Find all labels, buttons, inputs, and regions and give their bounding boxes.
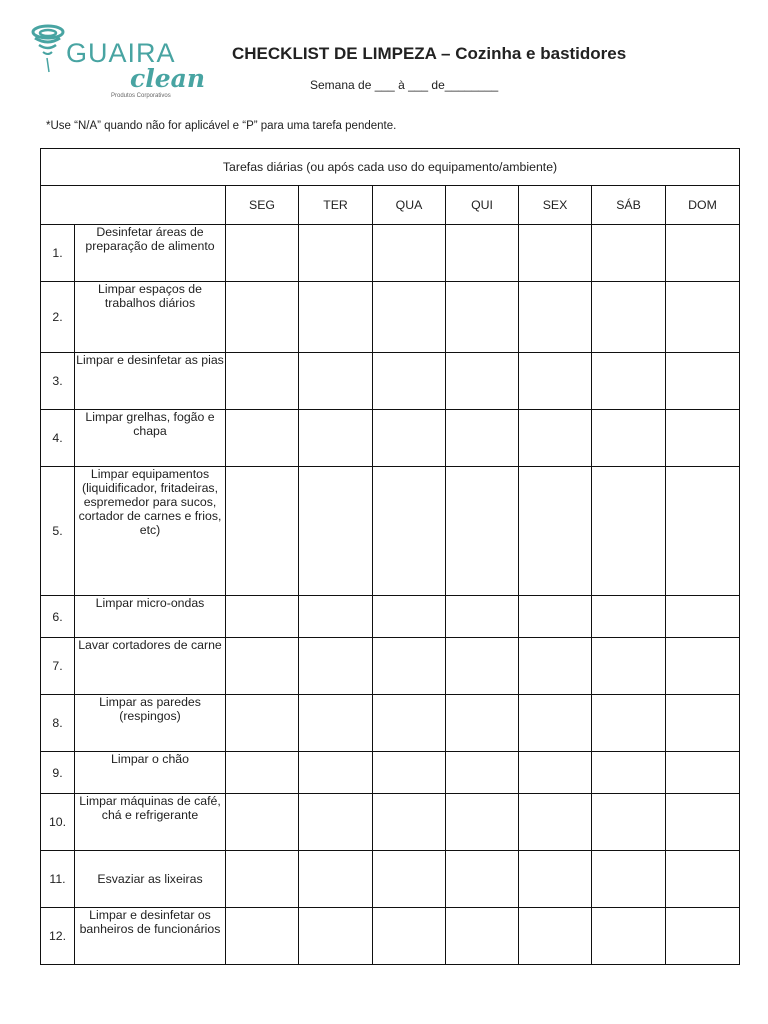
check-cell[interactable] [299, 695, 373, 752]
task-label: Limpar as paredes (respingos) [75, 695, 226, 752]
day-header-sex: SEX [519, 186, 592, 225]
check-cell[interactable] [519, 225, 592, 282]
check-cell[interactable] [226, 410, 299, 467]
check-cell[interactable] [226, 282, 299, 353]
check-cell[interactable] [226, 851, 299, 908]
day-header-seg: SEG [226, 186, 299, 225]
task-row [41, 851, 740, 908]
check-cell[interactable] [592, 467, 666, 596]
check-cell[interactable] [592, 225, 666, 282]
check-cell[interactable] [373, 467, 446, 596]
task-label: Limpar e desinfetar as pias [75, 353, 226, 410]
task-label: Limpar espaços de trabalhos diários [75, 282, 226, 353]
check-cell[interactable] [666, 353, 740, 410]
check-cell[interactable] [373, 282, 446, 353]
usage-note: *Use “N/A” quando não for aplicável e “P” para uma tarefa pendente. [46, 120, 397, 132]
company-logo [30, 24, 205, 104]
task-row [41, 596, 740, 638]
check-cell[interactable] [226, 908, 299, 965]
check-cell[interactable] [299, 410, 373, 467]
task-row [41, 282, 740, 353]
check-cell[interactable] [666, 282, 740, 353]
check-cell[interactable] [446, 638, 519, 695]
check-cell[interactable] [446, 908, 519, 965]
task-number: 4. [41, 410, 75, 467]
check-cell[interactable] [592, 638, 666, 695]
task-number: 12. [41, 908, 75, 965]
check-cell[interactable] [299, 908, 373, 965]
task-number: 11. [41, 851, 75, 908]
check-cell[interactable] [299, 638, 373, 695]
check-cell[interactable] [446, 225, 519, 282]
check-cell[interactable] [299, 794, 373, 851]
task-label: Limpar grelhas, fogão e chapa [75, 410, 226, 467]
check-cell[interactable] [666, 752, 740, 794]
check-cell[interactable] [299, 596, 373, 638]
check-cell[interactable] [519, 695, 592, 752]
task-row [41, 353, 740, 410]
check-cell[interactable] [519, 752, 592, 794]
check-cell[interactable] [299, 353, 373, 410]
check-cell[interactable] [666, 467, 740, 596]
task-label: Limpar o chão [75, 752, 226, 794]
check-cell[interactable] [373, 638, 446, 695]
task-row [41, 752, 740, 794]
task-label: Limpar e desinfetar os banheiros de funcionários [75, 908, 226, 965]
check-cell[interactable] [592, 695, 666, 752]
check-cell[interactable] [519, 410, 592, 467]
task-row [41, 908, 740, 965]
check-cell[interactable] [592, 752, 666, 794]
day-header-qua: QUA [373, 186, 446, 225]
task-number: 10. [41, 794, 75, 851]
check-cell[interactable] [226, 695, 299, 752]
task-label: Esvaziar as lixeiras [75, 851, 226, 908]
check-cell[interactable] [666, 410, 740, 467]
check-cell[interactable] [373, 794, 446, 851]
task-label: Limpar micro-ondas [75, 596, 226, 638]
check-cell[interactable] [446, 467, 519, 596]
task-row [41, 410, 740, 467]
task-label: Limpar equipamentos (liquidificador, fritadeiras, espremedor para sucos, cortador de carnes e frios, etc) [75, 467, 226, 596]
task-row [41, 695, 740, 752]
check-cell[interactable] [373, 908, 446, 965]
check-cell[interactable] [519, 794, 592, 851]
check-cell[interactable] [373, 851, 446, 908]
task-rows [41, 225, 740, 965]
day-header-dom: DOM [666, 186, 740, 225]
check-cell[interactable] [373, 410, 446, 467]
page-title: CHECKLIST DE LIMPEZA – Cozinha e bastidores [232, 44, 627, 63]
task-label: Limpar máquinas de café, chá e refrigerante [75, 794, 226, 851]
check-cell[interactable] [299, 225, 373, 282]
check-cell[interactable] [446, 794, 519, 851]
check-cell[interactable] [226, 638, 299, 695]
task-row [41, 467, 740, 596]
check-cell[interactable] [666, 638, 740, 695]
check-cell[interactable] [592, 410, 666, 467]
check-cell[interactable] [226, 225, 299, 282]
check-cell[interactable] [519, 908, 592, 965]
check-cell[interactable] [373, 353, 446, 410]
task-number: 9. [41, 752, 75, 794]
check-cell[interactable] [592, 282, 666, 353]
days-header-row [41, 186, 740, 225]
check-cell[interactable] [666, 695, 740, 752]
check-cell[interactable] [666, 596, 740, 638]
check-cell[interactable] [519, 467, 592, 596]
check-cell[interactable] [226, 467, 299, 596]
check-cell[interactable] [592, 353, 666, 410]
task-label: Desinfetar áreas de preparação de alimento [75, 225, 226, 282]
check-cell[interactable] [446, 695, 519, 752]
check-cell[interactable] [519, 282, 592, 353]
check-cell[interactable] [666, 908, 740, 965]
check-cell[interactable] [446, 410, 519, 467]
check-cell[interactable] [666, 225, 740, 282]
day-header-ter: TER [299, 186, 373, 225]
check-cell[interactable] [519, 353, 592, 410]
logo-brand-text: GUAIRA [66, 38, 176, 68]
task-number: 6. [41, 596, 75, 638]
days-header-blank [41, 186, 226, 225]
check-cell[interactable] [299, 467, 373, 596]
swirl-icon [30, 24, 70, 76]
check-cell[interactable] [226, 794, 299, 851]
check-cell[interactable] [299, 851, 373, 908]
check-cell[interactable] [226, 353, 299, 410]
check-cell[interactable] [299, 752, 373, 794]
check-cell[interactable] [226, 752, 299, 794]
check-cell[interactable] [666, 851, 740, 908]
check-cell[interactable] [592, 596, 666, 638]
check-cell[interactable] [446, 282, 519, 353]
check-cell[interactable] [592, 794, 666, 851]
logo-sub-text: clean [130, 64, 205, 93]
check-cell[interactable] [446, 596, 519, 638]
check-cell[interactable] [519, 596, 592, 638]
check-cell[interactable] [446, 752, 519, 794]
task-number: 2. [41, 282, 75, 353]
check-cell[interactable] [373, 596, 446, 638]
check-cell[interactable] [446, 353, 519, 410]
day-header-sab: SÁB [592, 186, 666, 225]
check-cell[interactable] [592, 851, 666, 908]
check-cell[interactable] [373, 225, 446, 282]
task-number: 1. [41, 225, 75, 282]
task-number: 7. [41, 638, 75, 695]
check-cell[interactable] [666, 794, 740, 851]
checklist-table [40, 148, 740, 965]
check-cell[interactable] [519, 638, 592, 695]
check-cell[interactable] [446, 851, 519, 908]
logo-tagline: Produtos Corporativos [111, 93, 171, 99]
check-cell[interactable] [592, 908, 666, 965]
section-title: Tarefas diárias (ou após cada uso do equipamento/ambiente) [41, 149, 740, 186]
task-label: Lavar cortadores de carne [75, 638, 226, 695]
task-number: 8. [41, 695, 75, 752]
task-row [41, 794, 740, 851]
check-cell[interactable] [519, 851, 592, 908]
day-header-qui: QUI [446, 186, 519, 225]
check-cell[interactable] [226, 596, 299, 638]
task-number: 5. [41, 467, 75, 596]
task-row [41, 638, 740, 695]
check-cell[interactable] [299, 282, 373, 353]
week-field: Semana de ___ à ___ de________ [310, 78, 499, 92]
check-cell[interactable] [373, 752, 446, 794]
task-row [41, 225, 740, 282]
task-number: 3. [41, 353, 75, 410]
check-cell[interactable] [373, 695, 446, 752]
